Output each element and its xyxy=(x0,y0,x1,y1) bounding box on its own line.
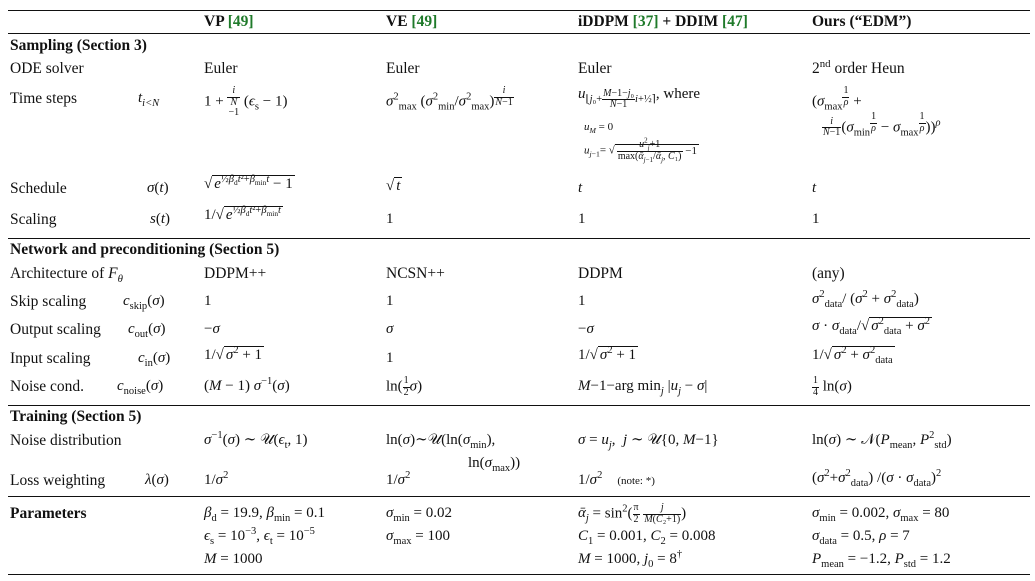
schedule-ours: t xyxy=(812,180,817,196)
top-rule xyxy=(8,10,1030,11)
section-title-network: Network and preconditioning (Section 5) xyxy=(10,241,280,258)
input-scaling-ve: 1 xyxy=(386,350,394,366)
ordinal-suffix: nd xyxy=(819,57,831,70)
scaling-symbol: s(t) xyxy=(150,211,171,227)
parameters-iddpm-line1: ᾱ$_j$ = $\sin^2$( $\frac{\pi}{2}$ $\frac{j}{\text{M(C₂+1)}}$ ) xyxy=(578,502,687,525)
column-header-vp xyxy=(204,13,254,31)
scaling-vp: 1/√ $e^{\frac{1}{2}\beta_dt^2+\beta_{min}t}$ xyxy=(204,205,281,223)
schedule-vp: √ $e^{\frac{1}{2}\beta_dt^2+\beta_{min}t} - 1$ xyxy=(204,174,293,192)
column-name: VP xyxy=(204,13,224,30)
input-scaling-iddpm: 1/√ $\sigma^2 + 1$ xyxy=(578,345,637,363)
ode-solver-vp: Euler xyxy=(204,60,238,77)
noise-cond-ours: $\frac{1}{4}$ ln(σ) xyxy=(813,375,852,398)
noise-cond-ve: ln( $\frac{1}{2}$ σ) xyxy=(386,375,423,398)
bottom-rule xyxy=(8,574,1030,575)
row-label-noise-cond: Noise cond. xyxy=(10,378,85,395)
loss-weighting-ours: $(\sigma^2+\sigma^2_{data}) /(\sigma \cdot \sigma_{data})^2$ xyxy=(812,468,942,489)
loss-weighting-iddpm: $1/\sigma^2$ (note: *) xyxy=(578,470,655,488)
parameters-vp-line3: M = 1000 xyxy=(204,551,263,567)
column-ref[interactable]: [37] xyxy=(632,13,659,30)
noise-distribution-vp: $\sigma^{-1}(\sigma)$ ∼ $𝒰(\epsilon_t$, 1) xyxy=(204,430,308,451)
column-header-iddpm-ddim xyxy=(578,13,748,31)
parameters-ours-line1: $\sigma_{min} = 0.002$, $\sigma_{max} = 80$ xyxy=(812,505,950,524)
loss-weighting-note: (note: *) xyxy=(617,475,655,487)
time-steps-vp: 1 + i N −1 $(\epsilon_s - 1)$ xyxy=(204,85,288,118)
parameters-ve-line2: $\sigma_{max} = 100$ xyxy=(386,528,450,547)
scaling-ve: 1 xyxy=(386,211,394,227)
time-steps-ours-line2: $\frac{i}{N-1}$ ($\sigma_{min}$ $^{\frac{1}{\rho}}$ − $\sigma_{max}$ $^{\frac{1}{\rho}}$ ))$^\rho$ xyxy=(823,111,941,139)
skip-scaling-vp: 1 xyxy=(204,293,212,309)
row-label-ode-solver: ODE solver xyxy=(10,60,84,77)
parameters-section-rule xyxy=(8,496,1030,497)
where-text: , where xyxy=(655,86,701,102)
noise-distribution-iddpm: $\sigma = u_j$, j ∼ 𝒰{0, M−1} xyxy=(578,432,719,451)
loss-weighting-symbol: λ(σ) xyxy=(145,472,169,488)
noise-cond-symbol: $c_{noise}(\sigma)$ xyxy=(117,378,164,397)
row-label-loss-weighting: Loss weighting xyxy=(10,472,106,489)
schedule-ve: √ t xyxy=(386,178,401,194)
parameters-iddpm-line3: M = 1000, $j_0 = 8^\dagger$ xyxy=(578,549,683,570)
header-rule xyxy=(8,33,1030,34)
column-header-ours xyxy=(812,13,911,31)
solver-name: order Heun xyxy=(834,60,905,77)
parameters-vp-line2: $\epsilon_s = 10^{-3}$, $\epsilon_t = 10^{-5}$ xyxy=(204,526,315,547)
row-label-noise-distribution: Noise distribution xyxy=(10,432,122,449)
time-steps-symbol: $t_{i<N}$ xyxy=(138,90,160,109)
noise-distribution-ve-line2: $\ln(\sigma_{max})$) xyxy=(468,455,521,474)
time-steps-ours-line1: ($\sigma_{max}$ $^{\frac{1}{\rho}}$ + xyxy=(812,85,862,113)
input-scaling-symbol: $c_{in}(\sigma)$ xyxy=(138,350,171,369)
architecture-ours: (any) xyxy=(812,265,845,282)
schedule-symbol: σ(t) xyxy=(147,180,169,196)
ode-solver-iddpm: Euler xyxy=(578,60,612,77)
parameters-vp-line1: $\beta_d = 19.9$, $\beta_{min} = 0.1$ xyxy=(204,505,325,524)
skip-scaling-symbol: $c_{skip}(\sigma)$ xyxy=(123,293,165,312)
row-label-schedule: Schedule xyxy=(10,180,67,197)
ordinal-number: 2 xyxy=(812,60,820,77)
architecture-vp: DDPM++ xyxy=(204,265,267,282)
ode-solver-ours xyxy=(812,57,905,78)
network-section-rule xyxy=(8,238,1030,239)
loss-weighting-ve: $1/\sigma^2$ xyxy=(386,470,411,488)
schedule-iddpm: t xyxy=(578,180,583,196)
noise-distribution-ve-line1: $\ln(\sigma)\sim 𝒰(\ln(\sigma_{min})$, xyxy=(386,432,496,451)
column-joiner: + xyxy=(662,13,672,30)
column-ref[interactable]: [49] xyxy=(227,13,254,30)
parameters-ve-line1: $\sigma_{min} = 0.02$ xyxy=(386,505,452,524)
parameters-ours-line2: $\sigma_{data} = 0.5$, ρ = 7 xyxy=(812,528,910,547)
output-scaling-symbol: $c_{out}(\sigma)$ xyxy=(128,321,166,340)
parameters-ours-line3: $P_{mean} = -1.2$, $P_{std} = 1.2$ xyxy=(812,551,951,570)
noise-distribution-ours: ln(σ) ∼ $𝒩(P_{mean}$, $P^2_{std}$) xyxy=(812,430,952,451)
column-name: DDIM xyxy=(675,13,719,30)
output-scaling-ours: $\sigma \cdot \sigma_{data}/√$ $\sigma^2_{data} + \sigma^2$ xyxy=(812,316,930,337)
architecture-iddpm: DDPM xyxy=(578,265,623,282)
loss-weighting-vp: $1/\sigma^2$ xyxy=(204,470,229,488)
column-header-ve xyxy=(386,13,437,31)
ode-solver-ve: Euler xyxy=(386,60,420,77)
noise-cond-vp: (M − 1) $\sigma^{-1}(\sigma)$ xyxy=(204,376,290,394)
output-scaling-iddpm: −σ xyxy=(578,321,594,337)
skip-scaling-ve: 1 xyxy=(386,293,394,309)
time-steps-iddpm-recursion: $u_{j-1}=$ √ $\frac{u^2_j+1}{\max(ᾱ_{j-1}/ᾱ_j, C_1)}$ −1 xyxy=(584,136,697,164)
section-title-sampling: Sampling (Section 3) xyxy=(10,37,147,54)
parameters-iddpm-line2: $C_1 = 0.001$, $C_2 = 0.008$ xyxy=(578,528,716,547)
column-name: iDDPM xyxy=(578,13,629,30)
column-name: Ours (“EDM”) xyxy=(812,13,912,30)
row-label-scaling: Scaling xyxy=(10,211,57,228)
scaling-iddpm: 1 xyxy=(578,211,586,227)
row-label-skip-scaling: Skip scaling xyxy=(10,293,87,310)
input-scaling-ours: 1/√ $\sigma^2 + \sigma^2_{data}$ xyxy=(812,345,893,366)
row-label-input-scaling: Input scaling xyxy=(10,350,91,367)
noise-cond-iddpm: M−1−arg $\min_j |u_j - \sigma|$ xyxy=(578,378,708,397)
column-name: VE xyxy=(386,13,408,30)
time-steps-ve: $\sigma^2_{max}$ $(\sigma^2_{min}/\sigma^2_{max})$ $^{\frac{i}{N-1}}$ xyxy=(386,85,513,113)
section-title-training: Training (Section 5) xyxy=(10,408,142,425)
column-ref[interactable]: [49] xyxy=(411,13,438,30)
output-scaling-ve: σ xyxy=(386,321,394,337)
time-steps-iddpm-um: $u_M = 0$ xyxy=(584,121,614,136)
training-section-rule xyxy=(8,405,1030,406)
row-label-architecture: Architecture of $F_\theta$ xyxy=(10,265,123,286)
section-title-parameters: Parameters xyxy=(10,505,87,522)
column-ref[interactable]: [47] xyxy=(722,13,748,30)
scaling-ours: 1 xyxy=(812,211,820,227)
row-label-output-scaling: Output scaling xyxy=(10,321,101,338)
row-label-time-steps: Time steps xyxy=(10,90,78,107)
time-steps-iddpm: $u_{⌊j_0+ \frac{\text{M−1−j₀}}{N-1} i+\frac{1}{2}⌉}$, where xyxy=(578,86,701,111)
skip-scaling-ours: $\sigma^2_{data}/$ $(\sigma^2 + \sigma^2_{data})$ xyxy=(812,289,919,310)
architecture-label-text: Architecture of xyxy=(10,265,105,282)
input-scaling-vp: 1/√ $\sigma^2 + 1$ xyxy=(204,345,263,363)
output-scaling-vp: −σ xyxy=(204,321,220,337)
architecture-ve: NCSN++ xyxy=(386,265,445,282)
skip-scaling-iddpm: 1 xyxy=(578,293,586,309)
